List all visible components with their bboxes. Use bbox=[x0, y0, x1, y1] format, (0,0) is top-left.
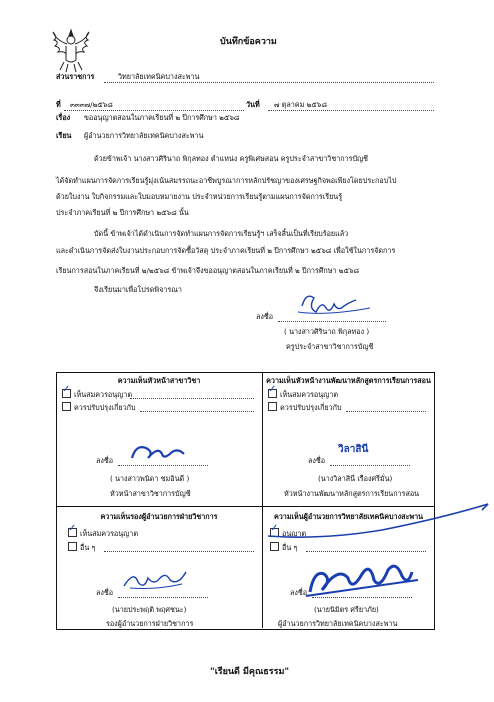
requester-position: ครูประจำสาขาวิชาการบัญชี bbox=[286, 342, 374, 351]
checkbox-checked-icon: ✓ bbox=[68, 528, 77, 537]
box1-option-approve[interactable]: ✓ เห็นสมควรอนุญาต bbox=[62, 384, 132, 399]
body-p2-line1: บัดนี้ ข้าพเจ้าได้ดำเนินการจัดทำแผนการจัดการเรียนรู้ฯ เสร็จสิ้นเป็นที่เรียบร้อยแล้ว bbox=[94, 229, 349, 238]
checkbox-checked-icon: ✓ bbox=[62, 389, 71, 398]
body-p2-line3: เรียนการสอนในภาคเรียนที่ ๒/๒๕๖๘ ข้าพเจ้าจึงขออนุญาตสอนในภาคเรียนที่ ๒ ปีการศึกษา ๒๕๖๘ bbox=[56, 266, 360, 275]
body-p1-line3: ด้วยใบงาน ใบกิจกรรมและใบมอบหมายงาน ประจำหน่วยการเรียนรู้ตามแผนการจัดการเรียนรู้ bbox=[56, 192, 343, 201]
agency-label: ส่วนราชการ bbox=[56, 72, 95, 81]
doc-no-value: ๓๓๓๗/๒๕๖๘ bbox=[70, 100, 113, 109]
box4-option-other[interactable]: อื่น ๆ bbox=[270, 542, 297, 552]
document-page: บันทึกข้อความ ส่วนราชการ วิทยาลัยเทคนิคบางสะพาน ที่ ๓๓๓๗/๒๕๖๘ วันที่ ๗ ตุลาคม ๒๕๖๘ เรื่อง ขออนุญาตสอนในภาคเรียนที่ ๒ ปีการศึกษา ๒๕๖๘ เรียน ผู้อำนวยการวิทยาลัยเทคนิคบางสะพาน ด้วยข้าพเจ้า นางสาวศิรินาถ พิกุลทอง ตำแหน่ง ครูพิเศษสอน ครูประจำสาขาวิชาการบัญชี ได้จัดทำแผนการจัดการเรียนรู้มุ่งเน้นสมรรถนะอาชีพบูรณาการหลักปรัชญาของเศรษฐกิจพอเพียงโดยประกอบไป ด้วยใบงาน ใบกิจกรรมและใบมอบหมายงาน ประจำหน่วยการเรียนรู้ตามแผนการจัดการเรียนรู้ ประจำภาคเรียนที่ ๒ ปีการศึกษา ๒๕๖๘ นั้น บัดนี้ ข้าพเจ้าได้ดำเนินการจัดทำแผนการจัดการเรียนรู้ฯ เสร็จสิ้นเป็นที่เรียบร้อยแล้ว และดำเนินการจัดส่งใบงานประกอบการจัดซื้อวัสดุ ประจำภาคเรียนที่ ๒ ปีการศึกษา ๒๕๖๘ เพื่อใช้ในการจัดการ เรียนการสอนในภาคเรียนที่ ๒/๒๕๖๘ ข้าพเจ้าจึงขออนุญาตสอนในภาคเรียนที่ ๒ ปีการศึกษา ๒๕๖๘ จึงเรียนมาเพื่อโปรดพิจารณา ลงชื่อ ( นางสาวศิรินาถ พิกุลทอง ) ครูประจำสาขาวิชาการบัญชี ความเห็นหัวหน้าสาขาวิชา ✓ เห็นสมควรอนุญาต ควรปรับปรุงเกี่ยวกับ ลงชื่อ ( นางสาวพนิดา ชมอินดี ) หัวหน้าสาขาวิชาการบัญชี ความเห็นหัวหน้างานพัฒนาหลักสูตรการเรียนการสอน ✓ เห็นสมควรอนุญาต ควรปรับปรุงเกี่ยวกับ วิลาสินี ลงชื่อ (นางวิลาสินี เรืองศรีมั่น) หัวหน้างานพัฒนาหลักสูตรการเรียนการสอน ความเห็นรองผู้อำนวยการฝ่ายวิชาการ ✓ เห็นสมควรอนุญาต อื่น ๆ ลงชื่อ (นายประพฤติ พฤศชนะ) รองผู้อำนวยการฝ่ายวิชาการ ความเห็นผู้อำนวยการวิทยาลัยเทคนิคบางสะพาน ✓ อนุญาต อื่น ๆ ลงชื่อ (นายนิมิตร ศรียาภัย) ผู้อำนวยการวิทยาลัยเทคนิคบางสะพาน "เรียนดี มีคุณธรรม" bbox=[0, 0, 494, 702]
box4-signature bbox=[262, 500, 494, 600]
box2-position: หัวหน้างานพัฒนาหลักสูตรการเรียนการสอน bbox=[284, 489, 420, 498]
body-p3-line1: จึงเรียนมาเพื่อโปรดพิจารณา bbox=[94, 285, 182, 294]
box1-position: หัวหน้าสาขาวิชาการบัญชี bbox=[110, 489, 191, 498]
subject-label: เรื่อง bbox=[56, 113, 71, 122]
footer-slogan: "เรียนดี มีคุณธรรม" bbox=[210, 667, 290, 677]
box2-name: (นางวิลาสินี เรืองศรีมั่น) bbox=[318, 474, 393, 483]
box4-name: (นายนิมิตร ศรียาภัย) bbox=[314, 605, 379, 614]
to-label: เรียน bbox=[56, 131, 72, 140]
box1-name: ( นางสาวพนิดา ชมอินดี ) bbox=[110, 474, 190, 483]
date-value: ๗ ตุลาคม ๒๕๖๘ bbox=[274, 100, 327, 109]
garuda-emblem-icon bbox=[50, 26, 92, 74]
checkbox-checked-icon: ✓ bbox=[270, 528, 279, 537]
body-p1-line4: ประจำภาคเรียนที่ ๒ ปีการศึกษา ๒๕๖๘ นั้น bbox=[56, 208, 189, 217]
checkbox-empty-icon bbox=[62, 402, 71, 411]
box4-sign-label: ลงชื่อ bbox=[290, 588, 308, 597]
box2-option-revise[interactable]: ควรปรับปรุงเกี่ยวกับ bbox=[268, 402, 342, 412]
memo-title: บันทึกข้อความ bbox=[220, 37, 277, 47]
box3-name: (นายประพฤติ พฤศชนะ) bbox=[112, 605, 187, 614]
box4-option-approve[interactable]: ✓ อนุญาต bbox=[270, 523, 307, 538]
box2-sign-label: ลงชื่อ bbox=[308, 456, 326, 465]
to-value: ผู้อำนวยการวิทยาลัยเทคนิคบางสะพาน bbox=[84, 131, 204, 140]
box1-sign-label: ลงชื่อ bbox=[96, 456, 114, 465]
requester-signature bbox=[296, 290, 376, 320]
agency-value: วิทยาลัยเทคนิคบางสะพาน bbox=[118, 72, 200, 81]
box4-position: ผู้อำนวยการวิทยาลัยเทคนิคบางสะพาน bbox=[278, 619, 398, 628]
box2-option-approve[interactable]: ✓ เห็นสมควรอนุญาต bbox=[268, 384, 338, 399]
box3-option-other[interactable]: อื่น ๆ bbox=[68, 542, 95, 552]
box3-signature bbox=[120, 566, 190, 592]
body-p2-line2: และดำเนินการจัดส่งใบงานประกอบการจัดซื้อวัสดุ ประจำภาคเรียนที่ ๒ ปีการศึกษา ๒๕๖๘ เพื่อใช้ในการจัดการ bbox=[56, 246, 396, 255]
box1-signature bbox=[128, 440, 188, 466]
body-p1-line1: ด้วยข้าพเจ้า นางสาวศิรินาถ พิกุลทอง ตำแหน่ง ครูพิเศษสอน ครูประจำสาขาวิชาการบัญชี bbox=[94, 154, 369, 163]
requester-name: ( นางสาวศิรินาถ พิกุลทอง ) bbox=[284, 327, 370, 336]
box3-sign-label: ลงชื่อ bbox=[96, 588, 114, 597]
checkbox-empty-icon bbox=[268, 402, 277, 411]
box1-option-revise[interactable]: ควรปรับปรุงเกี่ยวกับ bbox=[62, 402, 136, 412]
box3-option-approve[interactable]: ✓ เห็นสมควรอนุญาต bbox=[68, 523, 138, 538]
checkbox-checked-icon: ✓ bbox=[268, 389, 277, 398]
box2-signature: วิลาสินี bbox=[338, 444, 369, 455]
checkbox-empty-icon bbox=[68, 542, 77, 551]
requester-sign-label: ลงชื่อ bbox=[256, 312, 274, 321]
box3-position: รองผู้อำนวยการฝ่ายวิชาการ bbox=[106, 619, 194, 628]
doc-no-label: ที่ bbox=[56, 100, 61, 109]
subject-value: ขออนุญาตสอนในภาคเรียนที่ ๒ ปีการศึกษา ๒๕๖๘ bbox=[84, 113, 240, 122]
body-p1-line2: ได้จัดทำแผนการจัดการเรียนรู้มุ่งเน้นสมรรถนะอาชีพบูรณาการหลักปรัชญาของเศรษฐกิจพอเพียงโดยประกอบไป bbox=[56, 176, 397, 185]
date-label: วันที่ bbox=[246, 100, 260, 109]
